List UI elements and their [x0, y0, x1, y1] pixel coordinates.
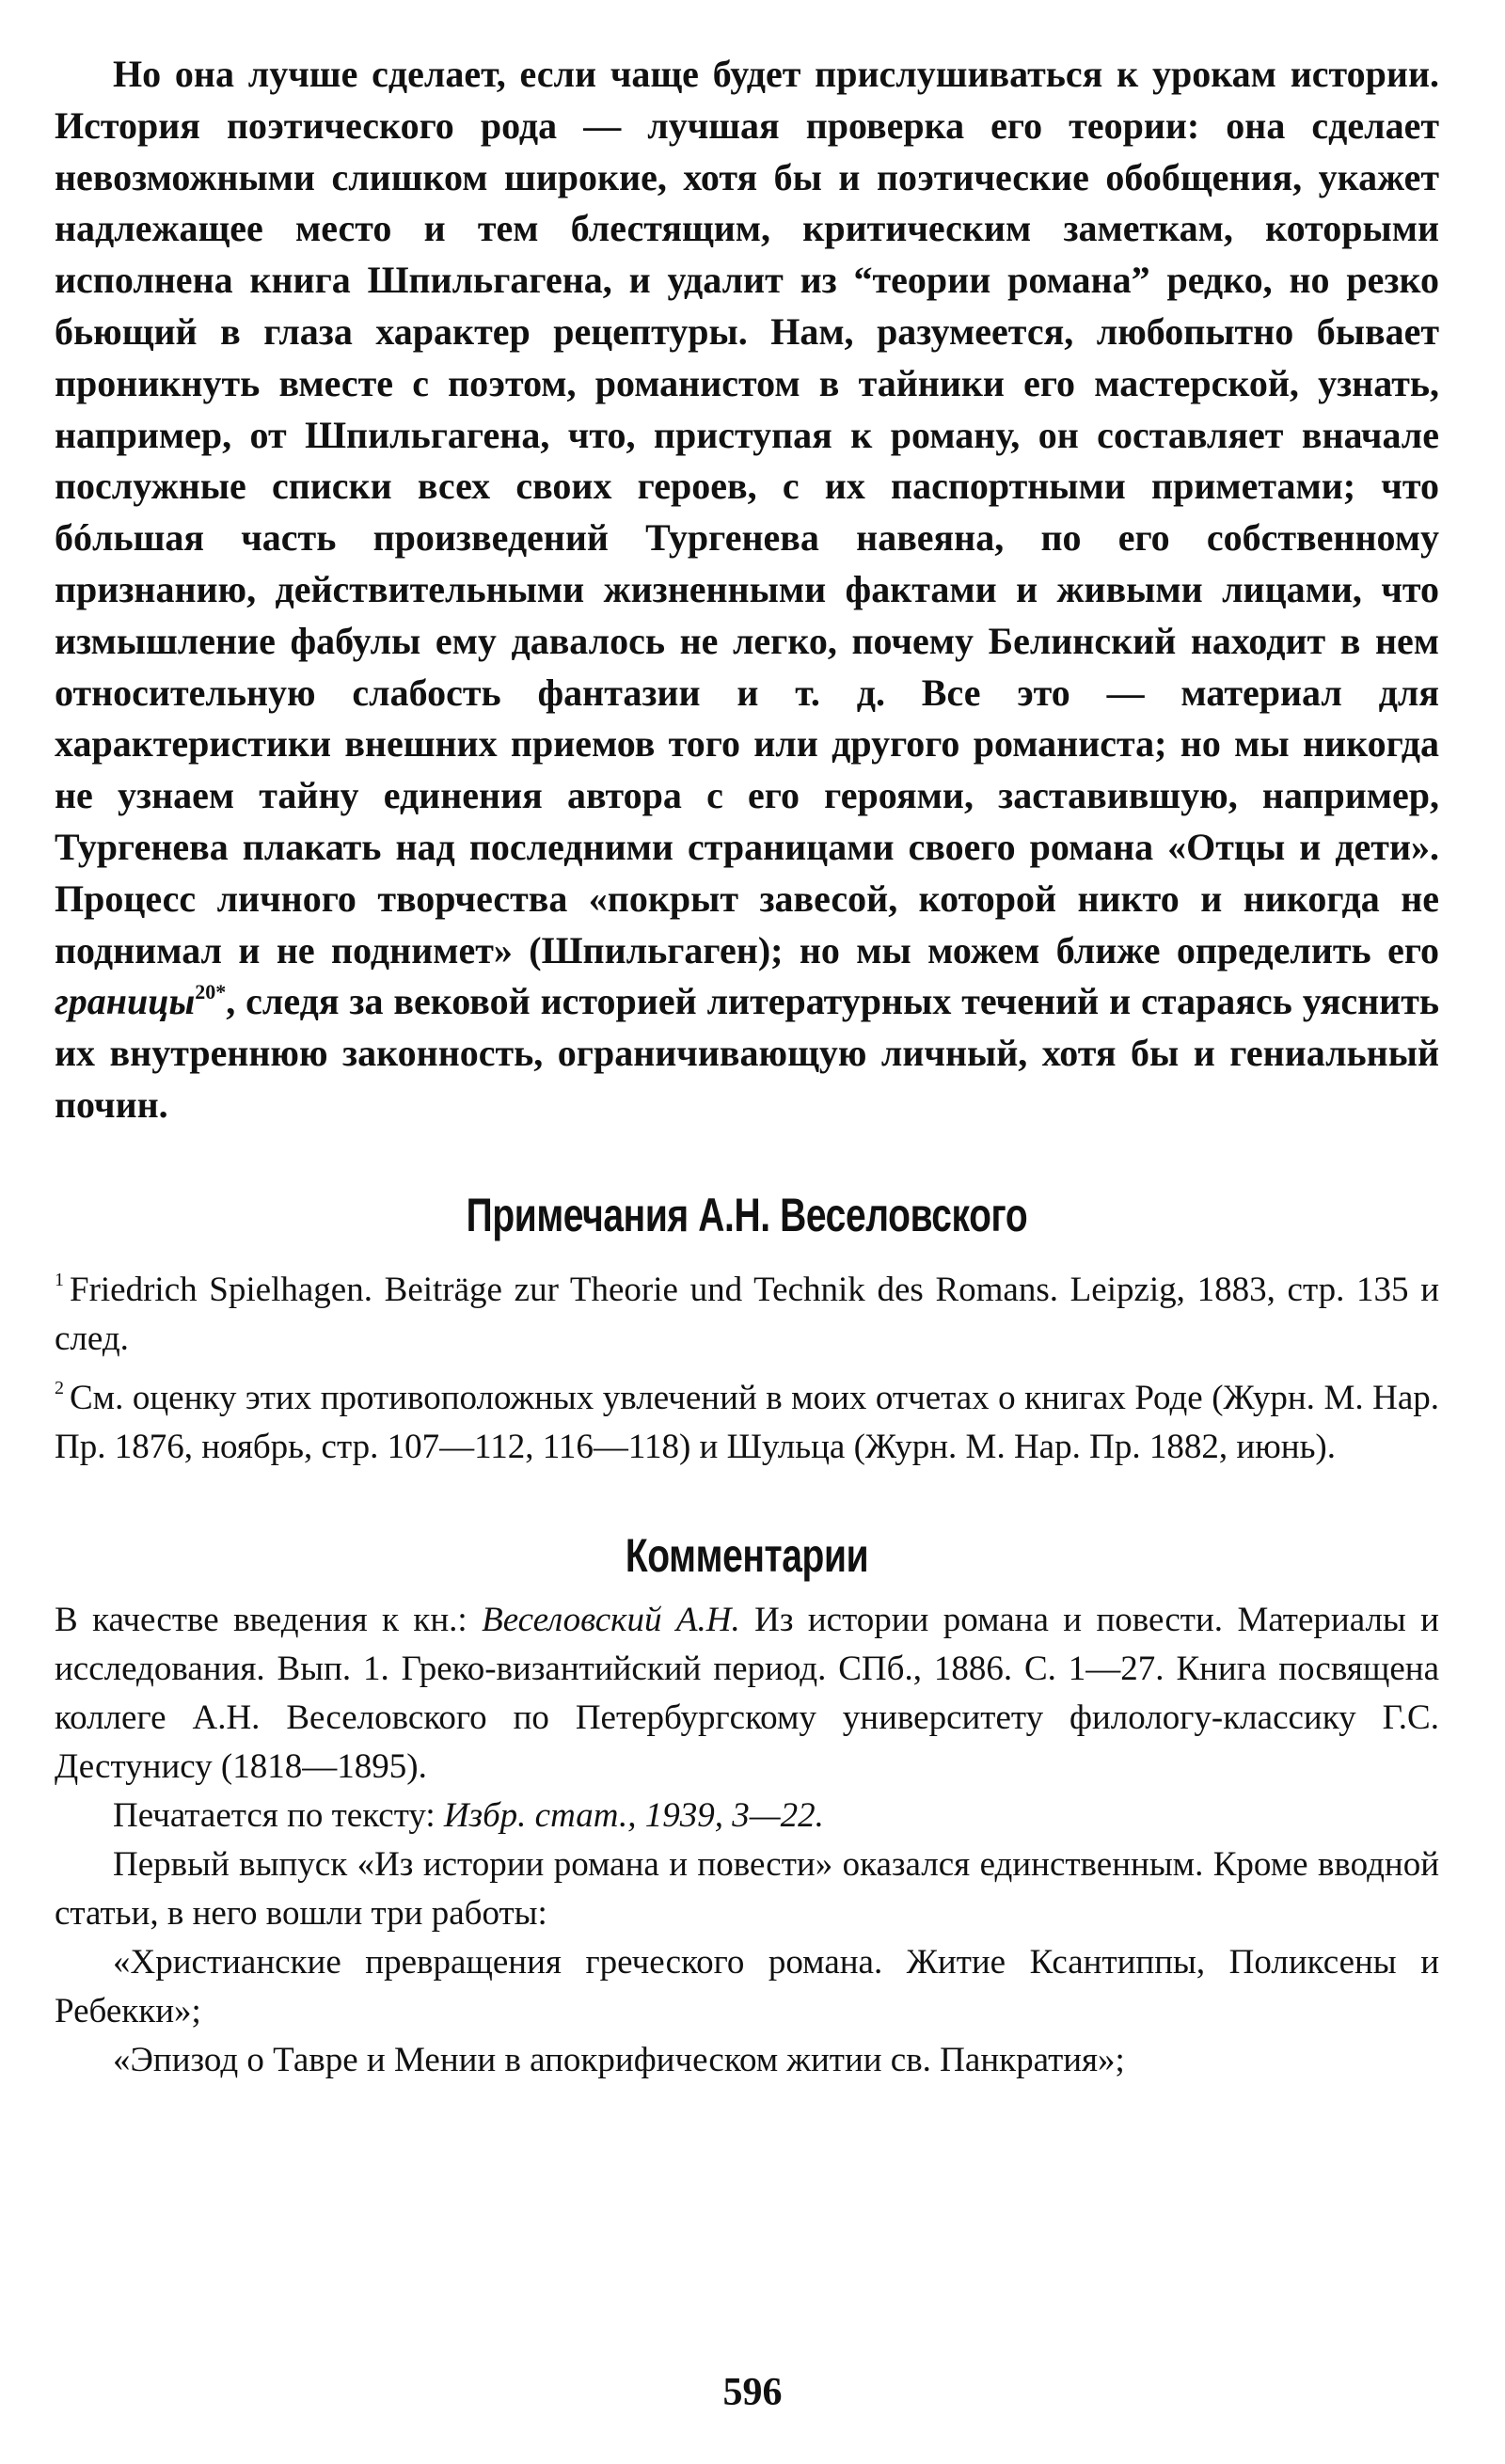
comment-paragraph [55, 1596, 1439, 1792]
comment-text: В качестве введения к кн.: [55, 1600, 483, 1639]
footnote-ref: 20* [195, 980, 227, 1004]
comment-paragraph [55, 1792, 1439, 1840]
intro-text-part1: Но она лучше сделает, если чаще будет прислушиваться к урокам истории. История поэтического рода — лучшая проверка его теории: она сделает невозможными слишком широкие, хотя бы и поэтические обобщения, укажет надлежащее место и тем блестящим, критическим заметкам, которыми исполнена книга Шпильгагена, и удалит из “теории романа” редко, но резко бьющий в глаза характер рецептуры. Нам, разумеется, любопытно бывает проникнуть вместе с поэтом, романистом в тайники его мастерской, узнать, например, от Шпильгагена, что, приступая к роману, он составляет вначале послужные списки всех своих героев, с их паспортными приметами; что бóльшая часть произведений Тургенева навеяна, по его собственному признанию, действительными жизненными фактами и живыми лицами, что измышление фабулы ему давалось не легко, почему Белинский находит в нем относительную слабость фантазии и т. д. Все это — материал для характеристики внешних приемов того или другого романиста; но мы никогда не узнаем тайну единения автора с его героями, заставившую, например, Тургенева плакать над последними страницами своего романа «Отцы и дети». Процесс личного творчества «покрыт завесой, которой никто и никогда не поднимал и не поднимет» (Шпильгаген); но мы можем ближе определить его [55, 53, 1439, 971]
comment-paragraph: Первый выпуск «Из истории романа и повести» оказался единственным. Кроме вводной статьи, в него вошли три работы: [55, 1844, 1439, 1933]
note-text: См. оценку этих противоположных увлечений в моих отчетах о книгах Роде (Журн. М. Нар. Пр. 1876, ноябрь, стр. 107—112, 116—118) и Шульца (Журн. М. Нар. Пр. 1882, июнь). [55, 1378, 1439, 1466]
comment-text: Из истории романа и повести. Материалы и исследования. Вып. 1. Греко-византийский период. СПб., 1886. С. 1—27. Книга посвящена коллеге А.Н. Веселовского по Петербургскому университету филологу-классику Г.С. Дестунису (1818—1895). [55, 1600, 1439, 1786]
note-item [55, 1256, 1439, 1364]
intro-paragraph [55, 49, 1439, 1131]
comment-author: Веселовский А.Н. [482, 1600, 740, 1639]
comments-title: Комментарии [625, 1528, 869, 1582]
comment-source: Избр. стат., 1939, 3—22. [443, 1795, 824, 1835]
intro-italic-word: границы [55, 980, 196, 1023]
note-item [55, 1364, 1439, 1472]
intro-text-part2: , следя за вековой историей литературных течений и стараясь уяснить их внутреннюю законность, ограничивающую личный, хотя бы и гениальный почин. [55, 980, 1439, 1126]
page-number: 596 [722, 2371, 783, 2414]
note-number: 2 [55, 1377, 64, 1398]
note-text: Friedrich Spielhagen. Beiträge zur Theorie und Technik des Romans. Leipzig, 1883, стр. 135 и след. [55, 1270, 1439, 1358]
notes-list [55, 1256, 1439, 1472]
comment-paragraph: «Христианские превращения греческого романа. Житие Ксантиппы, Поликсены и Ребекки»; [55, 1942, 1439, 2030]
comment-text: Печатается по тексту: [113, 1795, 444, 1835]
note-number: 1 [55, 1269, 64, 1290]
comment-paragraph: «Эпизод о Тавре и Мении в апокрифическом житии св. Панкратия»; [113, 2040, 1125, 2079]
notes-title: Примечания А.Н. Веселовского [466, 1188, 1028, 1241]
